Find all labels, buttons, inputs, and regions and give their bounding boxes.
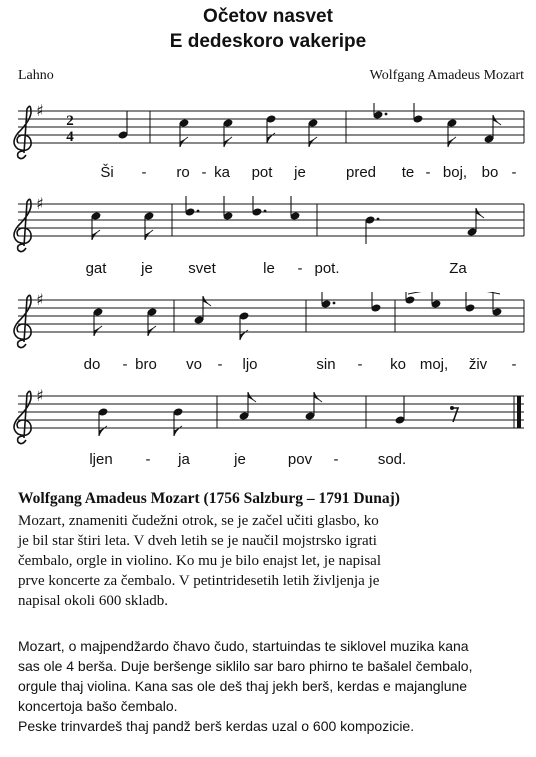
lyric-syllable: bro [135, 356, 157, 373]
lyric-syllable: svet [188, 260, 216, 277]
text-line: koncertoja bašo čembalo. [18, 698, 178, 714]
lyrics-line-1 [0, 164, 536, 184]
lyric-syllable: do [83, 356, 101, 373]
lyric-syllable: - [425, 164, 431, 181]
music-staff-3 [0, 292, 536, 352]
text-line: prve koncerte za čembalo. V petintridesetih letih življenja je [18, 573, 380, 589]
text-line: Peske trinvardeš thaj pandž berš kerdas uzal o 600 kompozicie. [18, 718, 415, 734]
lyrics-line-2 [0, 260, 536, 280]
key-sharp-icon: ♯ [36, 292, 44, 309]
lyric-syllable: moj, [419, 356, 449, 373]
text-line: sas ole 4 berša. Duje beršenge siklilo sar baro phirno te bašalel čembalo, [18, 658, 473, 674]
slur [408, 292, 500, 294]
note-flag [309, 137, 317, 147]
lyric-syllable: je [294, 164, 306, 181]
note-flag [493, 115, 501, 125]
note-flag [314, 392, 322, 402]
lyric-syllable: - [511, 356, 517, 373]
lyric-syllable: - [511, 164, 517, 181]
lyric-syllable: - [217, 356, 223, 373]
key-sharp-icon: ♯ [36, 388, 44, 405]
note-flag [448, 137, 456, 147]
lyric-syllable: gat [85, 260, 107, 277]
lyric-syllable: - [201, 164, 207, 181]
lyric-syllable: pot. [314, 260, 340, 277]
lyric-syllable: ko [390, 356, 406, 373]
note-flag [248, 392, 256, 402]
lyric-syllable: - [141, 164, 147, 181]
lyric-syllable: bo [481, 164, 499, 181]
lyric-syllable: - [357, 356, 363, 373]
music-staff-2 [0, 196, 536, 256]
lyric-syllable: Ši [100, 164, 114, 181]
final-bar-line [517, 396, 521, 428]
eighth-rest-dot [450, 406, 454, 410]
lyric-syllable: ljen [89, 451, 113, 468]
note-flag [180, 137, 188, 147]
lyrics-line-3 [0, 356, 536, 376]
lyrics-line-4 [0, 451, 536, 471]
dot [264, 210, 267, 213]
paragraph-slovene [18, 511, 523, 611]
lyric-syllable: sin [316, 356, 336, 373]
lyric-syllable: pot [251, 164, 273, 181]
dot [385, 113, 388, 116]
treble-clef-icon [14, 199, 31, 251]
lyric-syllable: - [333, 451, 339, 468]
time-signature-top: 2 [66, 113, 74, 129]
lyric-syllable: vo [186, 356, 202, 373]
note-flag [148, 326, 156, 336]
lyric-syllable: te [401, 164, 415, 181]
song-title: Očetov nasvet [203, 6, 333, 27]
lyric-syllable: ljo [242, 356, 258, 373]
key-sharp-icon: ♯ [36, 103, 44, 120]
lyric-syllable: pov [287, 451, 313, 468]
treble-clef-icon [14, 295, 31, 347]
composer-credit: Wolfgang Amadeus Mozart [369, 68, 524, 83]
text-line: čembalo, orgle in violino. Ko mu je bilo enajst let, je napisal [18, 553, 381, 569]
music-staff-1 [0, 103, 536, 163]
lyric-syllable: je [141, 260, 153, 277]
dot [197, 210, 200, 213]
lyric-syllable: le [263, 260, 275, 277]
lyric-syllable: je [234, 451, 246, 468]
note-flag [203, 296, 211, 306]
lyric-syllable: Za [449, 260, 467, 277]
note-flag [145, 230, 153, 240]
note-flag [94, 326, 102, 336]
music-staff-4 [0, 388, 536, 448]
dot [333, 302, 336, 305]
text-line: Mozart, o majpendžardo čhavo čudo, startuindas te siklovel muzika kana [18, 638, 469, 654]
lyric-syllable: - [122, 356, 128, 373]
lyric-syllable: - [145, 451, 151, 468]
treble-clef-icon [14, 391, 31, 443]
paragraph-romani [18, 636, 523, 736]
text-line: Mozart, znameniti čudežni otrok, se je začel učiti glasbo, ko [18, 513, 379, 529]
lyric-syllable: živ [468, 356, 488, 373]
treble-clef-icon [14, 106, 31, 158]
note-flag [224, 137, 232, 147]
note-flag [476, 208, 484, 218]
time-signature-bottom: 4 [66, 129, 74, 145]
lyric-syllable: ro [176, 164, 190, 181]
dot [377, 218, 380, 221]
key-sharp-icon: ♯ [36, 196, 44, 213]
text-line: napisal okoli 600 skladb. [18, 593, 168, 609]
lyric-syllable: ja [178, 451, 190, 468]
lyric-syllable: ka [214, 164, 230, 181]
tempo-marking: Lahno [18, 68, 54, 83]
text-line: je bil star štiri leta. V dveh letih se je naučil mojstrsko igrati [18, 533, 377, 549]
lyric-syllable: - [297, 260, 303, 277]
lyric-syllable: sod. [377, 451, 407, 468]
lyric-syllable: boj, [442, 164, 468, 181]
note-flag [92, 230, 100, 240]
biography-heading: Wolfgang Amadeus Mozart (1756 Salzburg – 1791 Dunaj) [18, 490, 400, 507]
text-line: orgule thaj violina. Kana sas ole deš thaj jekh berš, kerdas e majanglune [18, 678, 468, 694]
lyric-syllable: pred [345, 164, 377, 181]
song-subtitle: E dedeskoro vakeripe [169, 31, 367, 52]
